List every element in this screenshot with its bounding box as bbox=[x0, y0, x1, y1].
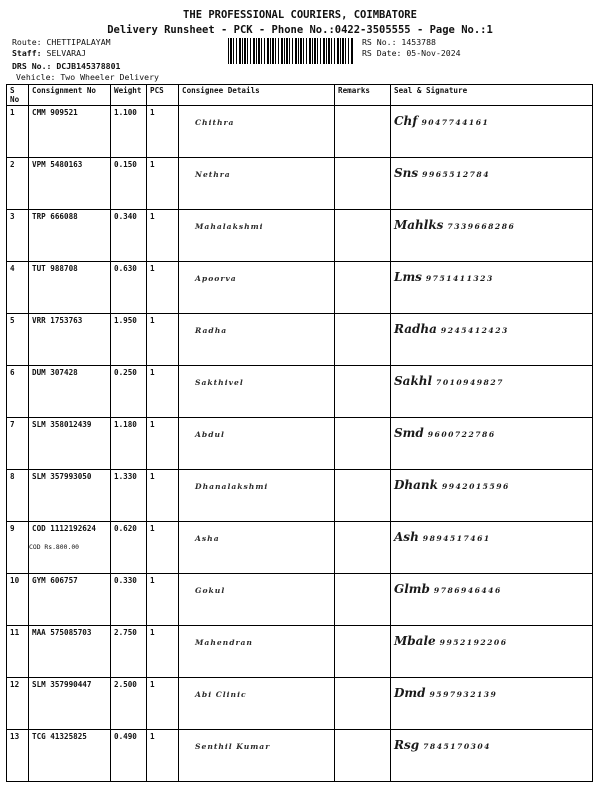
col-pcs: PCS bbox=[147, 85, 179, 106]
remarks bbox=[335, 626, 391, 678]
table-row bbox=[7, 106, 593, 158]
remarks bbox=[335, 210, 391, 262]
remarks bbox=[335, 314, 391, 366]
weight: 2.750 bbox=[111, 626, 147, 678]
weight: 0.620 bbox=[111, 522, 147, 574]
signature-scribble: Dmd bbox=[394, 686, 426, 700]
sno: 5 bbox=[7, 314, 29, 366]
signature-phone: 9047744161 bbox=[421, 118, 490, 127]
consignment-no: SLM 358012439 bbox=[29, 418, 111, 470]
table-body bbox=[7, 106, 593, 782]
signature-scribble: Dhank bbox=[394, 478, 438, 492]
signature bbox=[391, 418, 593, 470]
remarks bbox=[335, 574, 391, 626]
weight: 0.490 bbox=[111, 730, 147, 782]
sno: 11 bbox=[7, 626, 29, 678]
consignee-name: Mahalakshmi bbox=[179, 210, 335, 262]
consignment-no: VPM 5480163 bbox=[29, 158, 111, 210]
consignee-name: Abdul bbox=[179, 418, 335, 470]
rs-number: RS No.: 1453788 bbox=[362, 37, 436, 47]
sno: 6 bbox=[7, 366, 29, 418]
col-consignment: Consignment No bbox=[29, 85, 111, 106]
route: Route: CHETTIPALAYAM bbox=[12, 37, 111, 47]
consignee-name: Senthil Kumar bbox=[179, 730, 335, 782]
sno: 2 bbox=[7, 158, 29, 210]
table-row bbox=[7, 314, 593, 366]
consignment-no: SLM 357990447 bbox=[29, 678, 111, 730]
signature bbox=[391, 366, 593, 418]
signature-scribble: Glmb bbox=[394, 582, 430, 596]
pcs: 1 bbox=[147, 158, 179, 210]
col-weight: Weight bbox=[111, 85, 147, 106]
signature-scribble: Smd bbox=[394, 426, 424, 440]
vehicle: Vehicle: Two Wheeler Delivery bbox=[16, 72, 159, 82]
remarks bbox=[335, 522, 391, 574]
signature-phone: 7845170304 bbox=[423, 742, 491, 751]
remarks bbox=[335, 730, 391, 782]
signature-phone: 9245412423 bbox=[440, 326, 509, 335]
signature bbox=[391, 470, 593, 522]
staff-label: Staff: bbox=[12, 48, 42, 58]
signature-scribble: Sns bbox=[394, 166, 419, 180]
signature-scribble: Radha bbox=[394, 322, 437, 336]
signature-scribble: Mahlks bbox=[394, 218, 444, 232]
pcs: 1 bbox=[147, 626, 179, 678]
signature bbox=[391, 730, 593, 782]
table-row bbox=[7, 678, 593, 730]
signature bbox=[391, 158, 593, 210]
weight: 2.500 bbox=[111, 678, 147, 730]
signature-scribble: Sakhl bbox=[394, 374, 433, 388]
sno: 1 bbox=[7, 106, 29, 158]
table-row bbox=[7, 366, 593, 418]
table-row bbox=[7, 158, 593, 210]
signature bbox=[391, 210, 593, 262]
runsheet-subtitle: Delivery Runsheet - PCK - Phone No.:0422-3505555 - Page No.:1 bbox=[107, 24, 493, 36]
col-consignee: Consignee Details bbox=[179, 85, 335, 106]
consignment-number: COD 1112192624 bbox=[32, 524, 97, 533]
signature-phone: 9600722786 bbox=[427, 430, 496, 439]
consignment-no: SLM 357993050 bbox=[29, 470, 111, 522]
consignee-name: Dhanalakshmi bbox=[179, 470, 335, 522]
pcs: 1 bbox=[147, 730, 179, 782]
company-title: THE PROFESSIONAL COURIERS, COIMBATORE bbox=[183, 9, 417, 21]
col-remarks: Remarks bbox=[335, 85, 391, 106]
consignee-name: Radha bbox=[179, 314, 335, 366]
col-signature: Seal & Signature bbox=[391, 85, 593, 106]
consignment-no: CMM 909521 bbox=[29, 106, 111, 158]
signature-phone: 7339668286 bbox=[447, 222, 516, 231]
pcs: 1 bbox=[147, 366, 179, 418]
signature bbox=[391, 626, 593, 678]
sno: 13 bbox=[7, 730, 29, 782]
consignment-no: MAA 575085703 bbox=[29, 626, 111, 678]
consignment-no: VRR 1753763 bbox=[29, 314, 111, 366]
signature bbox=[391, 106, 593, 158]
pcs: 1 bbox=[147, 470, 179, 522]
signature-phone: 9597932139 bbox=[429, 690, 498, 699]
drs-line bbox=[12, 61, 120, 71]
consignment-no: TCG 41325825 bbox=[29, 730, 111, 782]
remarks bbox=[335, 262, 391, 314]
signature-phone: 9952192206 bbox=[439, 638, 508, 647]
rs-date: RS Date: 05-Nov-2024 bbox=[362, 48, 461, 58]
remarks bbox=[335, 678, 391, 730]
consignee-name: Mahendran bbox=[179, 626, 335, 678]
remarks bbox=[335, 418, 391, 470]
weight: 1.330 bbox=[111, 470, 147, 522]
signature bbox=[391, 522, 593, 574]
signature bbox=[391, 262, 593, 314]
sno: 10 bbox=[7, 574, 29, 626]
pcs: 1 bbox=[147, 106, 179, 158]
signature-phone: 9965512784 bbox=[422, 170, 490, 179]
consignee-name: Asha bbox=[179, 522, 335, 574]
weight: 0.340 bbox=[111, 210, 147, 262]
sno: 7 bbox=[7, 418, 29, 470]
consignment-no: DUM 307428 bbox=[29, 366, 111, 418]
weight: 0.330 bbox=[111, 574, 147, 626]
sno: 8 bbox=[7, 470, 29, 522]
weight: 1.180 bbox=[111, 418, 147, 470]
runsheet-table bbox=[6, 84, 593, 782]
signature-scribble: Rsg bbox=[394, 738, 420, 752]
signature-scribble: Mbale bbox=[394, 634, 436, 648]
consignee-name: Abi Clinic bbox=[179, 678, 335, 730]
table-row bbox=[7, 626, 593, 678]
signature-scribble: Ash bbox=[394, 530, 419, 544]
pcs: 1 bbox=[147, 574, 179, 626]
table-row bbox=[7, 262, 593, 314]
consignment-no: TRP 666088 bbox=[29, 210, 111, 262]
weight: 0.630 bbox=[111, 262, 147, 314]
sno: 9 bbox=[7, 522, 29, 574]
weight: 1.950 bbox=[111, 314, 147, 366]
drs-number: DCJB145378801 bbox=[56, 61, 121, 71]
signature bbox=[391, 574, 593, 626]
staff-line bbox=[12, 48, 86, 58]
consignee-name: Chithra bbox=[179, 106, 335, 158]
signature-phone: 9894517461 bbox=[422, 534, 491, 543]
signature-phone: 9786946446 bbox=[433, 586, 502, 595]
consignment-no: GYM 606757 bbox=[29, 574, 111, 626]
barcode bbox=[228, 38, 354, 64]
sno: 12 bbox=[7, 678, 29, 730]
consignee-name: Apoorva bbox=[179, 262, 335, 314]
drs-label: DRS No.: bbox=[12, 61, 52, 71]
signature-scribble: Chf bbox=[394, 114, 418, 128]
weight: 1.100 bbox=[111, 106, 147, 158]
table-row bbox=[7, 730, 593, 782]
pcs: 1 bbox=[147, 210, 179, 262]
consignment-no bbox=[29, 522, 111, 574]
col-sno: S No bbox=[7, 85, 29, 106]
table-row bbox=[7, 574, 593, 626]
staff-name: SELVARAJ bbox=[46, 48, 86, 58]
remarks bbox=[335, 158, 391, 210]
pcs: 1 bbox=[147, 678, 179, 730]
signature-phone: 9942015596 bbox=[441, 482, 510, 491]
signature-scribble: Lms bbox=[394, 270, 422, 284]
pcs: 1 bbox=[147, 314, 179, 366]
pcs: 1 bbox=[147, 418, 179, 470]
signature bbox=[391, 678, 593, 730]
sno: 4 bbox=[7, 262, 29, 314]
remarks bbox=[335, 366, 391, 418]
signature-phone: 7010949827 bbox=[436, 378, 504, 387]
consignee-name: Sakthivel bbox=[179, 366, 335, 418]
weight: 0.250 bbox=[111, 366, 147, 418]
consignee-name: Gokul bbox=[179, 574, 335, 626]
cod-amount: COD Rs.800.00 bbox=[29, 543, 80, 551]
table-header-row bbox=[7, 85, 593, 106]
signature bbox=[391, 314, 593, 366]
table-row bbox=[7, 470, 593, 522]
remarks bbox=[335, 470, 391, 522]
table-row bbox=[7, 522, 593, 574]
consignment-no: TUT 988708 bbox=[29, 262, 111, 314]
table-row bbox=[7, 418, 593, 470]
pcs: 1 bbox=[147, 262, 179, 314]
signature-phone: 9751411323 bbox=[425, 274, 494, 283]
table-row bbox=[7, 210, 593, 262]
remarks bbox=[335, 106, 391, 158]
consignee-name: Nethra bbox=[179, 158, 335, 210]
pcs: 1 bbox=[147, 522, 179, 574]
weight: 0.150 bbox=[111, 158, 147, 210]
sno: 3 bbox=[7, 210, 29, 262]
